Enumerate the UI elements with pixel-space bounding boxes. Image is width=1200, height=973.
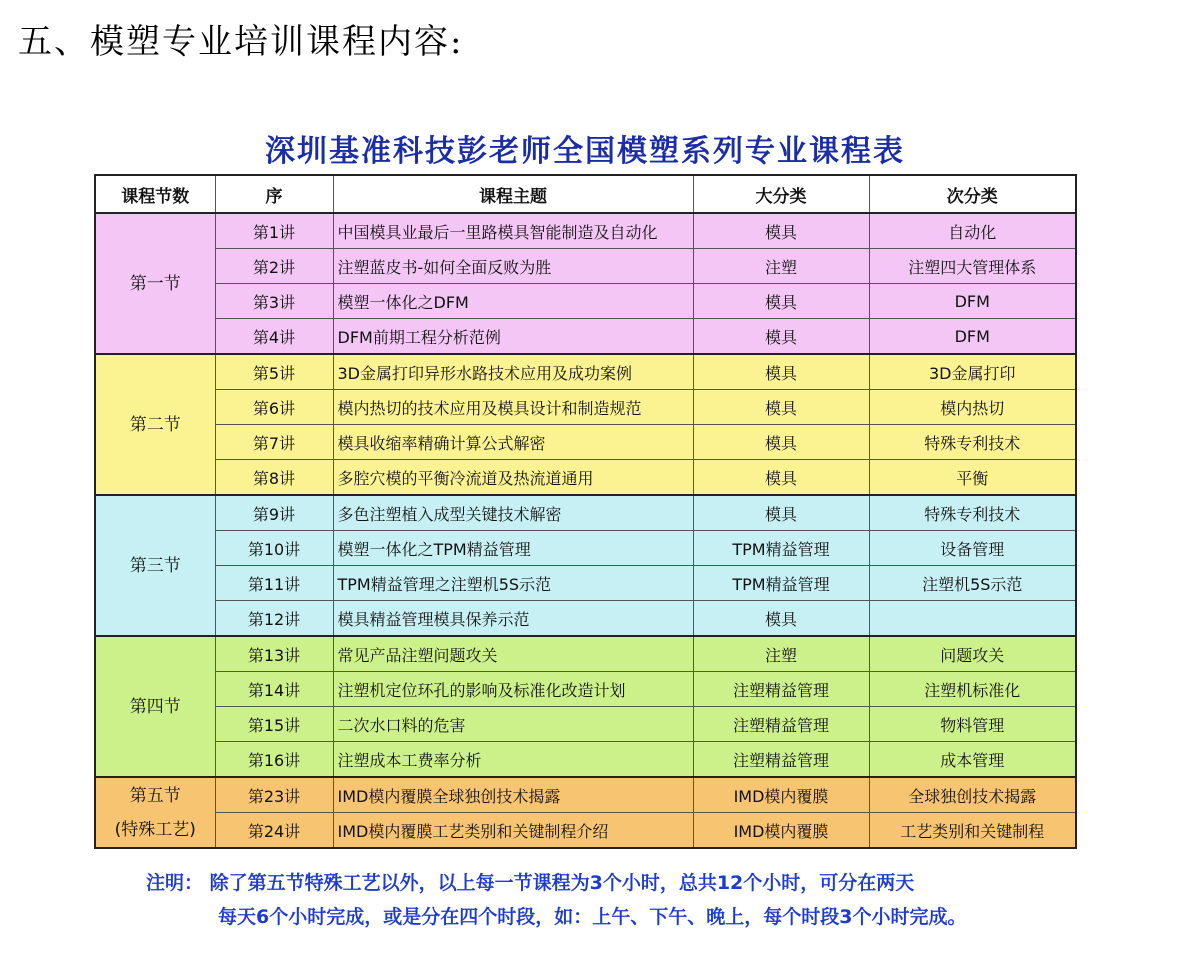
minor-cell: 特殊专利技术 <box>869 495 1076 531</box>
minor-cell: 特殊专利技术 <box>869 425 1076 460</box>
topic-cell: 中国模具业最后一里路模具智能制造及自动化 <box>333 213 693 249</box>
table-row <box>95 672 1076 707</box>
col-header-major: 大分类 <box>693 175 869 213</box>
minor-cell: 注塑机标准化 <box>869 672 1076 707</box>
table-row <box>95 213 1076 249</box>
table-row <box>95 390 1076 425</box>
minor-cell: 模内热切 <box>869 390 1076 425</box>
topic-cell: 多腔穴模的平衡冷流道及热流道通用 <box>333 460 693 496</box>
seq-cell: 第5讲 <box>215 354 333 390</box>
course-table <box>94 174 1077 849</box>
topic-cell: 模塑一体化之TPM精益管理 <box>333 531 693 566</box>
major-cell: 模具 <box>693 284 869 319</box>
topic-cell: 注塑机定位环孔的影响及标准化改造计划 <box>333 672 693 707</box>
minor-cell: 问题攻关 <box>869 636 1076 672</box>
seq-cell: 第23讲 <box>215 777 333 813</box>
section-cell: 第二节 <box>95 354 215 495</box>
table-row <box>95 354 1076 390</box>
topic-cell: 注塑成本工费率分析 <box>333 742 693 778</box>
minor-cell <box>869 601 1076 637</box>
table-row <box>95 566 1076 601</box>
major-cell: TPM精益管理 <box>693 531 869 566</box>
topic-cell: 多色注塑植入成型关键技术解密 <box>333 495 693 531</box>
minor-cell: 物料管理 <box>869 707 1076 742</box>
section-name: 第五节 <box>129 785 181 806</box>
seq-cell: 第2讲 <box>215 249 333 284</box>
topic-cell: 模内热切的技术应用及模具设计和制造规范 <box>333 390 693 425</box>
seq-cell: 第10讲 <box>215 531 333 566</box>
table-row <box>95 742 1076 778</box>
table-row <box>95 707 1076 742</box>
section-cell: 第三节 <box>95 495 215 636</box>
topic-cell: 模具精益管理模具保养示范 <box>333 601 693 637</box>
topic-cell: 3D金属打印异形水路技术应用及成功案例 <box>333 354 693 390</box>
major-cell: IMD模内覆膜 <box>693 777 869 813</box>
minor-cell: 3D金属打印 <box>869 354 1076 390</box>
minor-cell: 成本管理 <box>869 742 1076 778</box>
topic-cell: 模具收缩率精确计算公式解密 <box>333 425 693 460</box>
major-cell: 注塑 <box>693 636 869 672</box>
minor-cell: 自动化 <box>869 213 1076 249</box>
topic-cell: IMD模内覆膜全球独创技术揭露 <box>333 777 693 813</box>
table-row <box>95 636 1076 672</box>
major-cell: 模具 <box>693 213 869 249</box>
footnote <box>146 866 966 934</box>
topic-cell: IMD模内覆膜工艺类别和关键制程介绍 <box>333 813 693 849</box>
table-row <box>95 813 1076 849</box>
topic-cell: 常见产品注塑问题攻关 <box>333 636 693 672</box>
minor-cell: 平衡 <box>869 460 1076 496</box>
table-row <box>95 777 1076 813</box>
table-row <box>95 425 1076 460</box>
table-row <box>95 460 1076 496</box>
seq-cell: 第3讲 <box>215 284 333 319</box>
table-row <box>95 495 1076 531</box>
major-cell: TPM精益管理 <box>693 566 869 601</box>
section-cell: 第一节 <box>95 213 215 354</box>
topic-cell: 二次水口料的危害 <box>333 707 693 742</box>
table-row <box>95 284 1076 319</box>
minor-cell: 注塑四大管理体系 <box>869 249 1076 284</box>
major-cell: 模具 <box>693 425 869 460</box>
major-cell: IMD模内覆膜 <box>693 813 869 849</box>
table-row <box>95 601 1076 637</box>
footnote-line-1: 注明： 除了第五节特殊工艺以外，以上每一节课程为3个小时，总共12个小时，可分在两天 <box>146 872 915 894</box>
major-cell: 模具 <box>693 495 869 531</box>
minor-cell: DFM <box>869 319 1076 355</box>
col-header-topic: 课程主题 <box>333 175 693 213</box>
section-cell: 第四节 <box>95 636 215 777</box>
major-cell: 模具 <box>693 460 869 496</box>
table-row <box>95 249 1076 284</box>
seq-cell: 第24讲 <box>215 813 333 849</box>
footnote-line-2: 每天6个小时完成，或是分在四个时段，如：上午、下午、晚上，每个时段3个小时完成。 <box>218 906 967 928</box>
major-cell: 注塑精益管理 <box>693 742 869 778</box>
topic-cell: 注塑蓝皮书-如何全面反败为胜 <box>333 249 693 284</box>
major-cell: 模具 <box>693 390 869 425</box>
minor-cell: 全球独创技术揭露 <box>869 777 1076 813</box>
major-cell: 注塑精益管理 <box>693 672 869 707</box>
major-cell: 模具 <box>693 319 869 355</box>
seq-cell: 第16讲 <box>215 742 333 778</box>
col-header-seq: 序 <box>215 175 333 213</box>
page-heading: 五、模塑专业培训课程内容: <box>18 22 464 62</box>
seq-cell: 第12讲 <box>215 601 333 637</box>
table-title: 深圳基准科技彭老师全国模塑系列专业课程表 <box>265 134 905 169</box>
minor-cell: DFM <box>869 284 1076 319</box>
seq-cell: 第6讲 <box>215 390 333 425</box>
col-header-section: 课程节数 <box>95 175 215 213</box>
minor-cell: 工艺类别和关键制程 <box>869 813 1076 849</box>
major-cell: 模具 <box>693 601 869 637</box>
topic-cell: TPM精益管理之注塑机5S示范 <box>333 566 693 601</box>
seq-cell: 第13讲 <box>215 636 333 672</box>
topic-cell: DFM前期工程分析范例 <box>333 319 693 355</box>
topic-cell: 模塑一体化之DFM <box>333 284 693 319</box>
header-row <box>95 175 1076 213</box>
table-row <box>95 319 1076 355</box>
seq-cell: 第15讲 <box>215 707 333 742</box>
seq-cell: 第9讲 <box>215 495 333 531</box>
seq-cell: 第8讲 <box>215 460 333 496</box>
minor-cell: 注塑机5S示范 <box>869 566 1076 601</box>
seq-cell: 第4讲 <box>215 319 333 355</box>
seq-cell: 第14讲 <box>215 672 333 707</box>
seq-cell: 第1讲 <box>215 213 333 249</box>
major-cell: 注塑精益管理 <box>693 707 869 742</box>
seq-cell: 第11讲 <box>215 566 333 601</box>
seq-cell: 第7讲 <box>215 425 333 460</box>
table-row <box>95 531 1076 566</box>
section-subname: (特殊工艺) <box>114 819 196 840</box>
minor-cell: 设备管理 <box>869 531 1076 566</box>
major-cell: 模具 <box>693 354 869 390</box>
section-cell <box>95 777 215 848</box>
major-cell: 注塑 <box>693 249 869 284</box>
col-header-minor: 次分类 <box>869 175 1076 213</box>
